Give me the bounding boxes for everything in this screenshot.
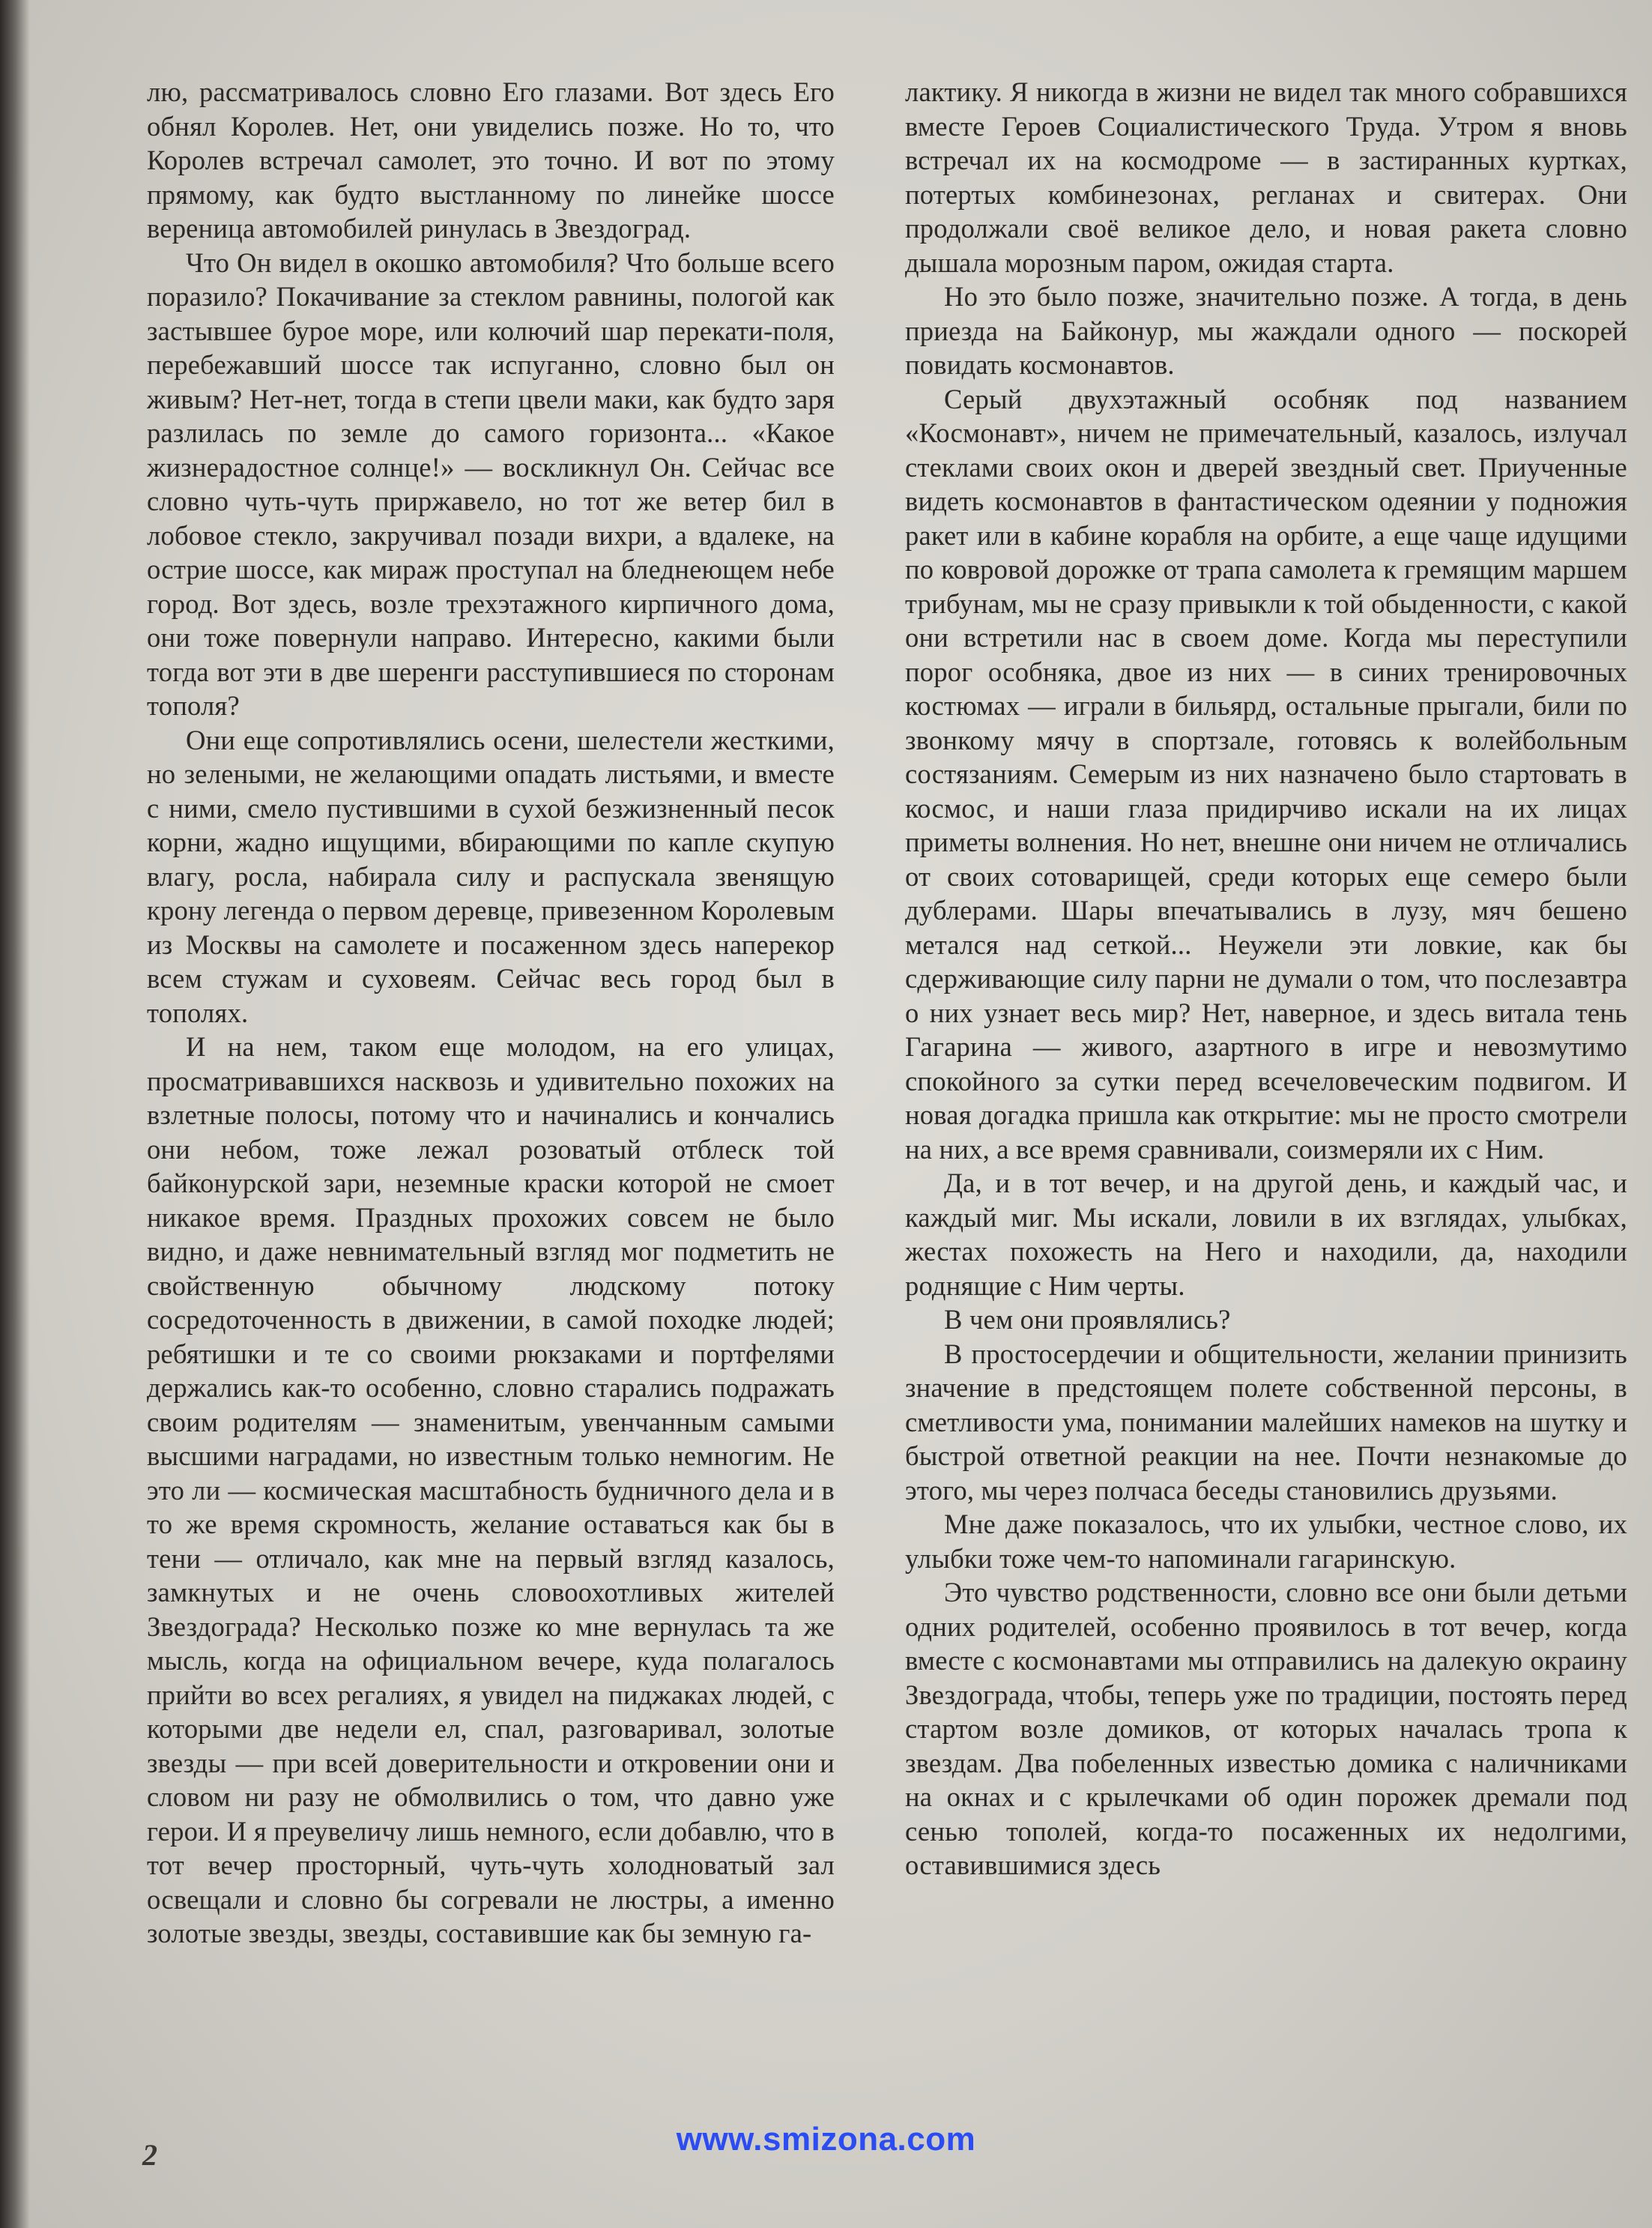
paragraph: Но это было позже, значительно позже. А тогда, в день приезда на Байконур, мы жаждали одного — поскорей повидать космонавтов. bbox=[905, 281, 1627, 380]
paragraph: Это чувство родственности, словно все они были детьми одних родителей, особенно проявилось в тот вечер, когда вместе с космонавтами мы отправились на далекую окраину Звездограда, чтобы, теперь уже по традиции, постоять перед стартом возле домиков, от которых началась тропа к звездам. Два побеленных известью домика с наличниками на окнах и с крылечками об один порожек дремали под сенью тополей, когда-то посаженных их недолгими, оставившимися здесь bbox=[905, 1577, 1627, 1880]
left-text-column bbox=[147, 75, 835, 1951]
paragraph: Мне даже показалось, что их улыбки, честное слово, их улыбки тоже чем-то напоминали гагаринскую. bbox=[905, 1509, 1627, 1574]
paragraph: В простосердечии и общительности, желании принизить значение в предстоящем полете собственной персоны, в сметливости ума, понимании малейших намеков на шутку и быстрой ответной реакции на нее. Почти незнакомые до этого, мы через полчаса беседы становились друзьями. bbox=[905, 1338, 1627, 1506]
paragraph: И на нем, таком еще молодом, на его улицах, просматривавшихся насквозь и удивительно похожих на взлетные полосы, потому что и начинались и кончались они небом, тоже лежал розоватый отблеск той байконурской зари, неземные краски которой не смоет никакое время. Праздных прохожих совсем не было видно, и даже невнимательный взгляд мог подметить не свойственную обычному людскому потоку сосредоточенность в движении, в самой походке людей; ребятишки и те со своими рюкзаками и портфелями держались как-то особенно, словно старались подражать своим родителям — знаменитым, увенчанным самыми высшими наградами, но известным только немногим. Не это ли — космическая масштабность будничного дела и в то же время скромность, желание оставаться как бы в тени — отличало, как мне на первый взгляд казалось, замкнутых и не очень словоохотливых жителей Звездограда? Несколько позже ко мне вернулась та же мысль, когда на официальном вечере, куда полагалось прийти во всех регалиях, я увидел на пиджаках людей, с которыми две недели ел, спал, разговаривал, золотые звезды — при всей доверительности и откровении они и словом ни разу не обмолвились о том, что давно уже герои. И я преувеличу лишь немного, если добавлю, что в тот вечер просторный, чуть-чуть холодноватый зал освещали и словно бы согревали не люстры, а именно золотые звезды, звезды, составившие как бы земную га- bbox=[147, 1031, 835, 1948]
paragraph: Да, и в тот вечер, и на другой день, и каждый час, и каждый миг. Мы искали, ловили в их взглядах, улыбках, жестах похожесть на Него и находили, да, находили роднящие с Ним черты. bbox=[905, 1168, 1627, 1301]
paragraph: лю, рассматривалось словно Его глазами. Вот здесь Его обнял Королев. Нет, они увиделись позже. Но то, что Королев встречал самолет, это точно. И вот по этому прямому, как будто выстланному по линейке шоссе вереница автомобилей ринулась в Звездоград. bbox=[147, 76, 835, 244]
page-number: 2 bbox=[142, 2138, 157, 2172]
paragraph: Они еще сопротивлялись осени, шелестели жесткими, но зелеными, не желающими опадать листьями, и вместе с ними, смело пустившими в сухой безжизненный песок корни, жадно ищущими, вбирающими по капле скупую влагу, росла, набирала силу и распускала звенящую крону легенда о первом деревце, привезенном Королевым из Москвы на самолете и посаженном здесь наперекор всем стужам и суховеям. Сейчас весь город был в тополях. bbox=[147, 724, 835, 1028]
right-text-column bbox=[905, 75, 1627, 1883]
paragraph: лактику. Я никогда в жизни не видел так много собравшихся вместе Героев Социалистического Труда. Утром я вновь встречал их на космодроме — в застиранных куртках, потертых комбинезонах, регланах и свитерах. Они продолжали своё великое дело, и новая ракета словно дышала морозным паром, ожидая старта. bbox=[905, 76, 1627, 278]
watermark-link[interactable]: www.smizona.com bbox=[676, 2121, 976, 2158]
paragraph: Серый двухэтажный особняк под названием «Космонавт», ничем не примечательный, казалось, излучал стеклами своих окон и дверей звездный свет. Приученные видеть космонавтов в фантастическом одеянии у подножия ракет или в кабине корабля на орбите, а еще чаще идущими по ковровой дорожке от трапа самолета к гремящим маршем трибунам, мы не сразу привыкли к той обыденности, с какой они встретили нас в своем доме. Когда мы переступили порог особняка, двое из них — в синих тренировочных костюмах — играли в бильярд, остальные прыгали, били по звонкому мячу в спортзале, готовясь к волейбольным состязаниям. Семерым из них назначено было стартовать в космос, и наши глаза придирчиво искали на их лицах приметы волнения. Но нет, внешне они ничем не отличались от своих сотоварищей, среди которых еще семеро были дублерами. Шары впечатывались в лузу, мяч бешено метался над сеткой... Неужели эти ловкие, как бы сдерживающие силу парни не думали о том, что послезавтра о них узнает весь мир? Нет, наверное, и здесь витала тень Гагарина — живого, азартного в игре и невозмутимо спокойного за сутки перед всечеловеческим подвигом. И новая догадка пришла как открытие: мы не просто смотрели на них, а все время сравнивали, соизмеряли их с Ним. bbox=[905, 383, 1627, 1165]
paragraph: Что Он видел в окошко автомобиля? Что больше всего поразило? Покачивание за стеклом равнины, пологой как застывшее бурое море, или колючий шар перекати-поля, перебежавший шоссе так испуганно, словно был он живым? Нет-нет, тогда в степи цвели маки, как будто заря разлилась по земле до самого горизонта... «Какое жизнерадостное солнце!» — воскликнул Он. Сейчас все словно чуть-чуть приржавело, но тот же ветер бил в лобовое стекло, закручивал позади вихри, а вдалеке, на острие шоссе, как мираж проступал на бледнеющем небе город. Вот здесь, возле трехэтажного кирпичного дома, они тоже повернули направо. Интересно, какими были тогда вот эти в две шеренги расступившиеся по сторонам тополя? bbox=[147, 247, 835, 721]
paragraph: В чем они проявлялись? bbox=[944, 1304, 1231, 1335]
